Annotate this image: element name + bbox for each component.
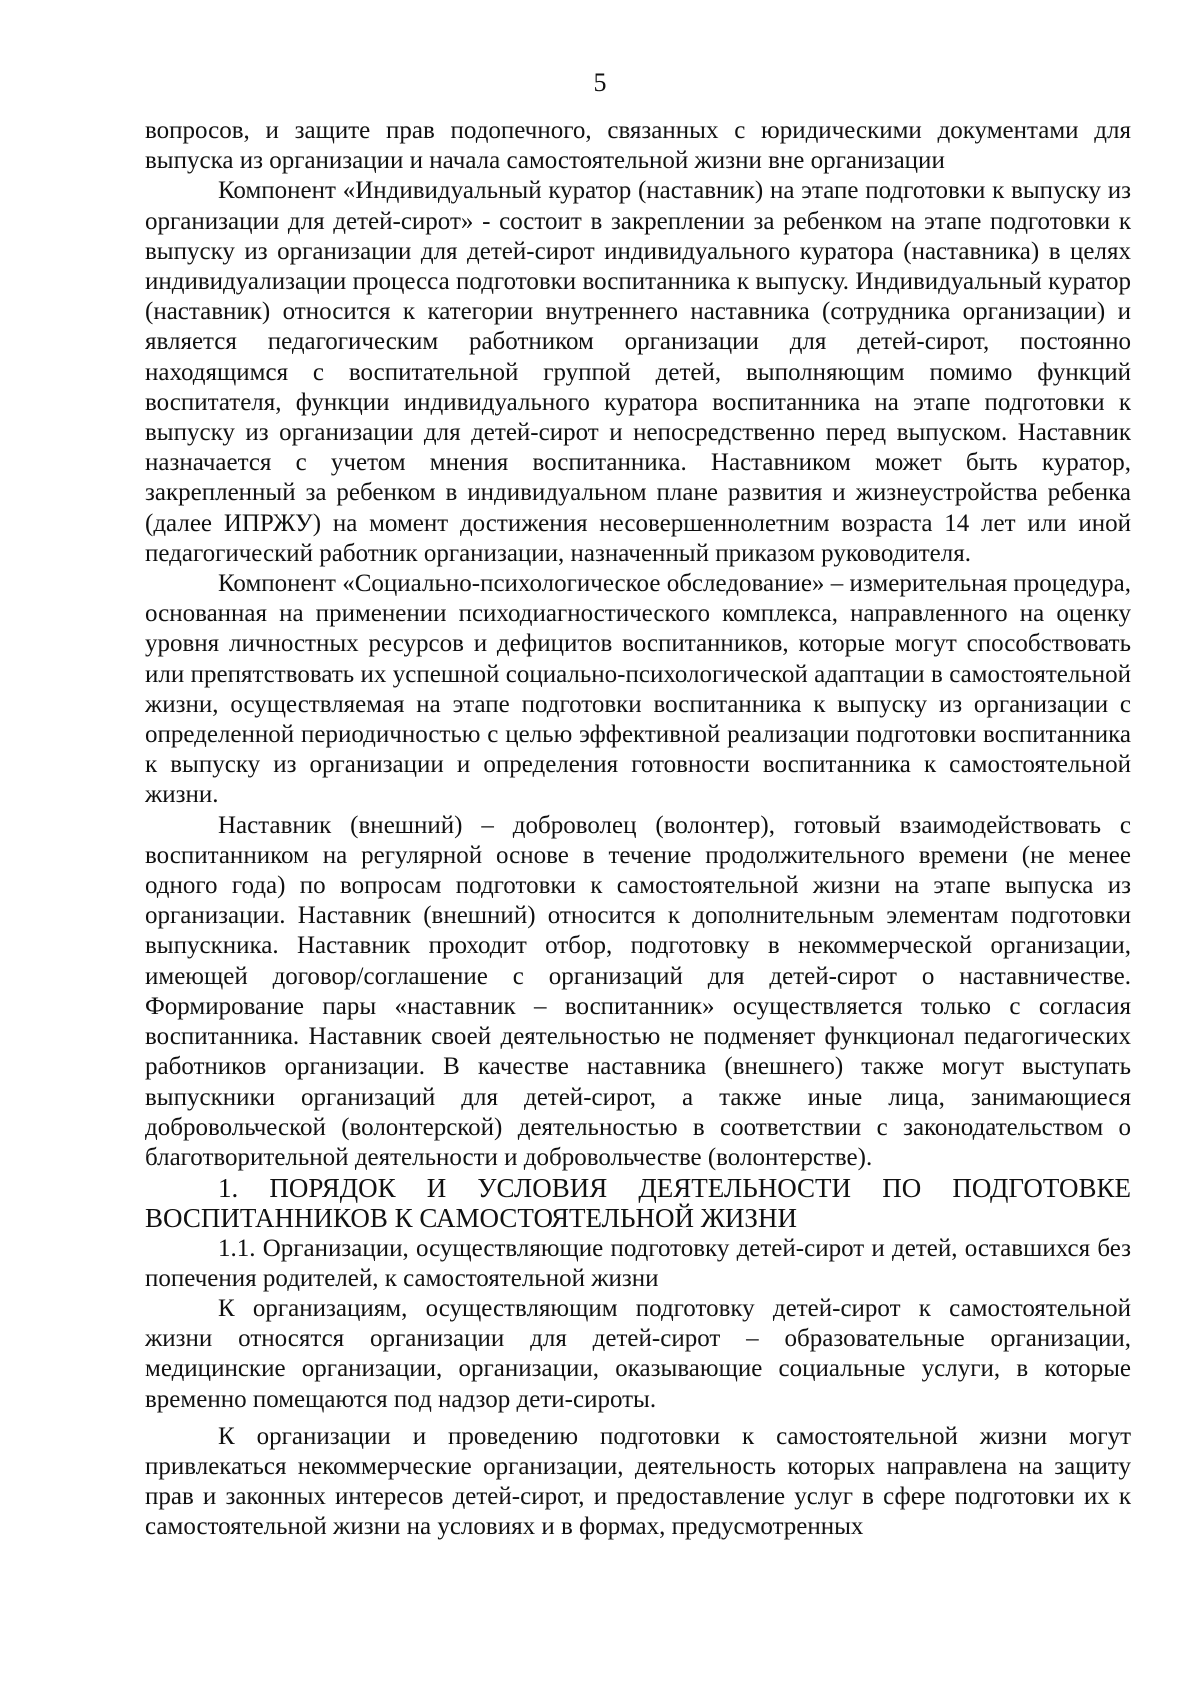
page-number: 5 bbox=[593, 68, 607, 97]
document-body bbox=[145, 116, 1131, 1543]
paragraph-organizations: К организациям, осуществляющим подготовку детей-сирот к самостоятельной жизни относятся организации для детей-сирот – образовательные организации, медицинские организации, организации, оказывающие социальные услуги, в которые временно помещаются под надзор дети-сироты. bbox=[145, 1294, 1131, 1413]
paragraph-social-psychological-survey: Компонент «Социально-психологическое обследование» – измерительная процедура, основанная на применении психодиагностического комплекса, направленного на оценку уровня личностных ресурсов и дефицитов воспитанников, которые могут способствовать или препятствовать их успешной социально-психологической адаптации в самостоятельной жизни, осуществляемая на этапе подготовки воспитанника к выпуску из организации с определенной периодичностью с целью эффективной реализации подготовки воспитанника к выпуску из организации и определения готовности воспитанника к самостоятельной жизни. bbox=[145, 570, 1131, 809]
paragraph-individual-curator: Компонент «Индивидуальный куратор (наставник) на этапе подготовки к выпуску из организации для детей-сирот» - состоит в закреплении за ребенком на этапе подготовки к выпуску из организации для детей-сирот индивидуального куратора (наставника) в целях индивидуализации процесса подготовки воспитанника к выпуску. Индивидуальный куратор (наставник) относится к категории внутреннего наставника (сотрудника организации) и является педагогическим работником организации для детей-сирот, постоянно находящимся с воспитательной группой детей, выполняющим помимо функций воспитателя, функции индивидуального куратора воспитанника на этапе подготовки к выпуску из организации для детей-сирот и непосредственно перед выпуском. Наставник назначается с учетом мнения воспитанника. Наставником может быть куратор, закрепленный за ребенком в индивидуальном плане развития и жизнеустройства ребенка (далее ИПРЖУ) на момент достижения несовершеннолетним возраста 14 лет или иной педагогический работник организации, назначенный приказом руководителя. bbox=[145, 177, 1131, 567]
subsection-title: 1.1. Организации, осуществляющие подготовку детей-сирот и детей, оставшихся без попечения родителей, к самостоятельной жизни bbox=[145, 1234, 1131, 1292]
paragraph-external-mentor: Наставник (внешний) – доброволец (волонтер), готовый взаимодействовать с воспитанником на регулярной основе в течение продолжительного времени (не менее одного года) по вопросам подготовки к самостоятельной жизни на этапе выпуска из организации. Наставник (внешний) относится к дополнительным элементам подготовки выпускника. Наставник проходит отбор, подготовку в некоммерческой организации, имеющей договор/соглашение с организаций для детей-сирот о наставничестве. Формирование пары «наставник – воспитанник» осуществляется только с согласия воспитанника. Наставник своей деятельностью не подменяет функционал педагогических работников организации. В качестве наставника (внешнего) также могут выступать выпускники организаций для детей-сирот, а также иные лица, занимающиеся добровольческой (волонтерской) деятельностью в соответствии с законодательством о благотворительной деятельности и добровольчестве (волонтерстве). bbox=[145, 811, 1131, 1171]
paragraph-continuation: вопросов, и защите прав подопечного, связанных с юридическими документами для выпуска из организации и начала самостоятельной жизни вне организации bbox=[145, 117, 1131, 175]
section-heading: 1. ПОРЯДОК И УСЛОВИЯ ДЕЯТЕЛЬНОСТИ ПО ПОДГОТОВКЕ ВОСПИТАННИКОВ К САМОСТОЯТЕЛЬНОЙ ЖИЗНИ bbox=[145, 1173, 1131, 1234]
paragraph-nonprofit-organizations: К организации и проведению подготовки к самостоятельной жизни могут привлекаться некоммерческие организации, деятельность которых направлена на защиту прав и законных интересов детей-сирот, и предоставление услуг в сфере подготовки их к самостоятельной жизни на условиях и в формах, предусмотренных bbox=[145, 1422, 1131, 1541]
